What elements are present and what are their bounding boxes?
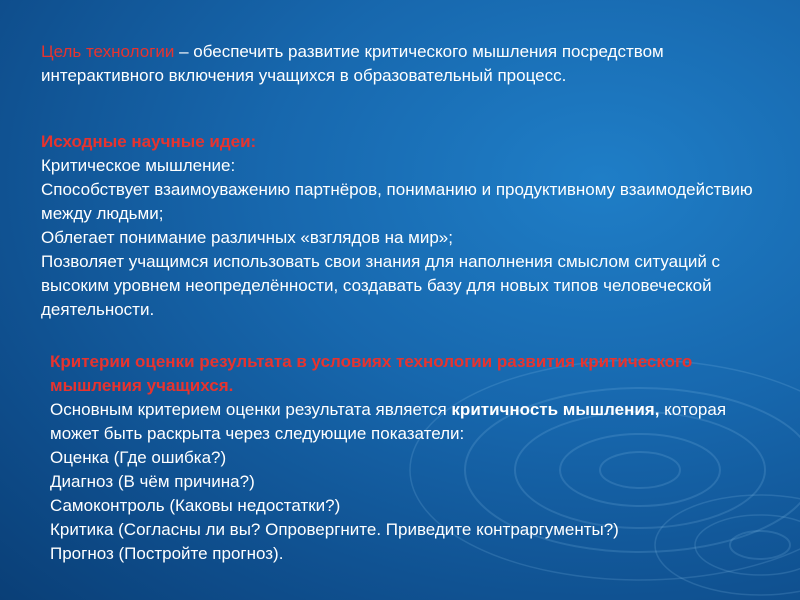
criteria-heading: Критерии оценки результата в условиях технологии развития критического мышления учащихся.	[50, 352, 693, 395]
criteria-intro-bold: критичность мышления,	[451, 400, 660, 419]
ideas-heading: Исходные научные идеи:	[41, 132, 257, 151]
criteria-intro-start: Основным критерием оценки результата является	[50, 400, 452, 419]
criteria-item: Прогноз (Постройте прогноз).	[50, 544, 284, 563]
criteria-item: Самоконтроль (Каковы недостатки?)	[50, 496, 341, 515]
criteria-intro	[50, 398, 770, 446]
ideas-line: Позволяет учащимся использовать свои знания для наполнения смыслом ситуаций с высоким уровнем неопределённости, создавать базу для новых типов человеческой деятельности.	[41, 252, 721, 319]
ideas-line: Способствует взаимоуважению партнёров, пониманию и продуктивному взаимодействию между людьми;	[41, 180, 753, 223]
criteria-item: Критика (Согласны ли вы? Опровергните. Приведите контраргументы?)	[50, 520, 619, 539]
criteria-intro-end: которая может быть раскрыта через следующие показатели:	[50, 400, 727, 443]
criteria-item: Оценка (Где ошибка?)	[50, 448, 227, 467]
ideas-line: Критическое мышление:	[41, 156, 236, 175]
criteria-item: Диагноз (В чём причина?)	[50, 472, 255, 491]
criteria-section	[50, 350, 770, 566]
ideas-line: Облегает понимание различных «взглядов на мир»;	[41, 228, 453, 247]
goal-paragraph	[41, 40, 741, 88]
goal-heading: Цель технологии	[41, 42, 175, 61]
ideas-section	[41, 130, 761, 322]
goal-text: – обеспечить развитие критического мышления посредством интерактивного включения учащихся в образовательный процесс.	[41, 42, 664, 85]
